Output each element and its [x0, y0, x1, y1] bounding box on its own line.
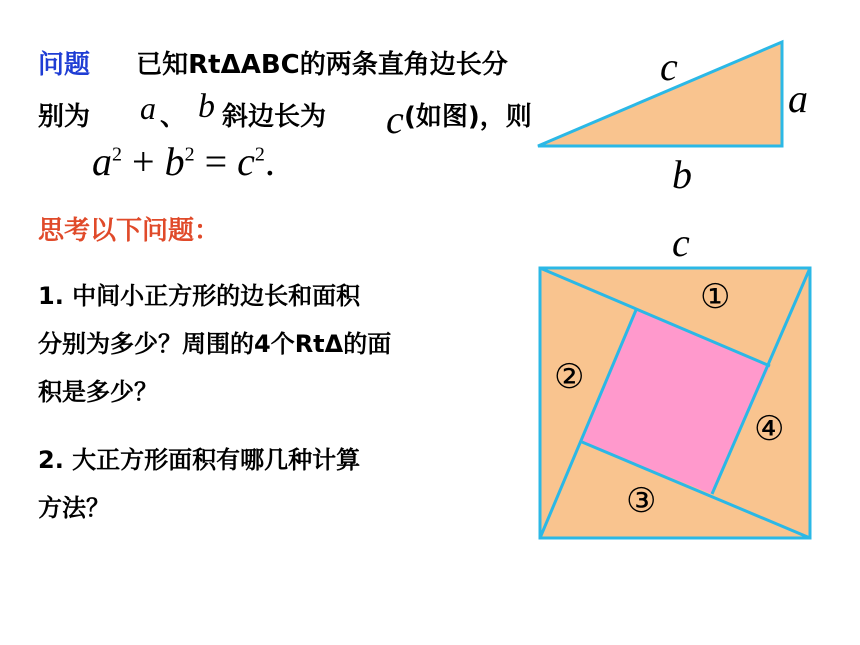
question-2-text-1: . 大正方形面积有哪几种计算 — [54, 446, 361, 474]
region-label-2: ② — [554, 359, 585, 396]
vertical-leg-label: a — [788, 76, 808, 121]
question-1-line-1 — [38, 276, 360, 311]
question-1-text-1: . 中间小正方形的边长和面积 — [54, 282, 361, 310]
region-label-4: ④ — [754, 411, 785, 448]
formula-dot: . — [264, 139, 275, 184]
formula — [92, 138, 275, 185]
problem-line-2 — [38, 96, 90, 133]
var-c: c — [386, 97, 404, 142]
formula-eq: = — [204, 139, 228, 184]
hypotenuse-label: c — [660, 44, 678, 89]
question-2-line-1 — [38, 440, 360, 475]
formula-b: b — [164, 139, 185, 184]
formula-plus: + — [132, 139, 155, 184]
problem-text-1: 已知RtΔABC的两条直角边长分 — [136, 50, 508, 80]
problem-suffix: (如图)，则 — [404, 102, 532, 132]
formula-a: a — [92, 139, 112, 184]
square-side-label: c — [672, 222, 690, 265]
separator: 、 — [160, 102, 187, 132]
formula-c: c — [237, 139, 255, 184]
horizontal-leg-label: b — [672, 152, 692, 197]
think-heading: 思考以下问题： — [38, 216, 221, 246]
question-2-line-2: 方法？ — [38, 494, 110, 522]
problem-text-2-prefix: 别为 — [38, 102, 91, 132]
problem-line-1 — [38, 44, 508, 81]
question-1-line-3: 积是多少？ — [38, 378, 158, 406]
square-figure — [520, 222, 830, 552]
region-label-1: ① — [700, 279, 731, 316]
right-triangle-figure — [520, 30, 820, 200]
region-label-3: ③ — [626, 483, 657, 520]
problem-label: 问题 — [38, 50, 91, 80]
formula-exp-a: 2 — [112, 143, 122, 166]
problem-mid: 斜边长为 — [222, 102, 327, 132]
formula-exp-c: 2 — [254, 143, 265, 166]
var-b: b — [198, 88, 215, 125]
formula-exp-b: 2 — [184, 143, 195, 166]
var-a: a — [140, 90, 156, 126]
question-1-number: 1 — [38, 282, 55, 310]
question-2-number: 2 — [38, 446, 55, 474]
question-1-line-2: 分别为多少？周围的4个RtΔ的面 — [38, 330, 392, 358]
